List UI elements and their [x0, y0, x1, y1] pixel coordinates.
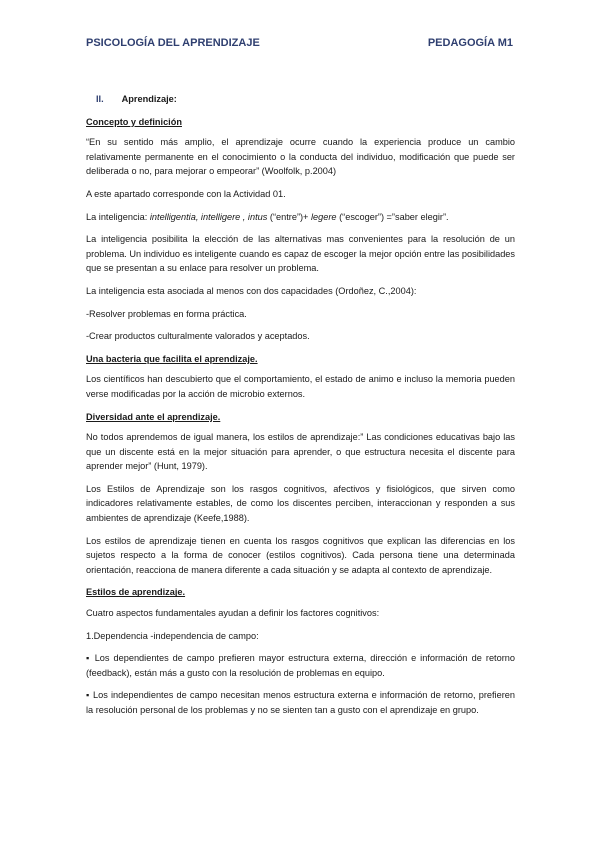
section-number: II.	[96, 94, 104, 104]
page-header	[86, 37, 513, 49]
paragraph-dependencia: 1.Dependencia -independencia de campo:	[86, 630, 259, 641]
heading-concepto: Concepto y definición	[86, 116, 182, 127]
paragraph-actividad: A este apartado corresponde con la Actividad 01.	[86, 188, 286, 199]
etimologia-latin: intelligentia, intelligere , intus	[149, 211, 268, 222]
etimologia-suffix: (“escoger”) =”saber elegir”.	[336, 211, 449, 222]
paragraph-bacteria: Los científicos han descubierto que el comportamiento, el estado de animo e incluso la memoria pueden verse modificadas por la acción de microbio externos.	[86, 374, 515, 399]
section-title-text: Aprendizaje:	[121, 94, 177, 104]
bullet-dependientes: ▪ Los dependientes de campo prefieren mayor estructura externa, dirección e información de retorno (feedback), están más a gusto con la resolución de problemas en equipo.	[86, 653, 515, 678]
heading-estilos: Estilos de aprendizaje.	[86, 587, 186, 598]
heading-bacteria: Una bacteria que facilita el aprendizaje.	[86, 353, 258, 364]
paragraph-inteligencia: La inteligencia posibilita la elección de las alternativas mas convenientes para la resolución de un problema. Un individuo es inteligente cuando es capaz de escoger la mejor opción entre las posibilidades que se presentan a su enlace para resolver un problema.	[86, 234, 516, 274]
paragraph-estilos-cognitivos: Los estilos de aprendizaje tienen en cuenta los rasgos cognitivos que explican las diferencias en los sujetos respecto a la forma de conocer (estilos cognitivos). Cada persona tiene una determinada orientación, reacciona de manera diferente a cada situación y se adapta al contexto de aprendizaje.	[86, 535, 515, 575]
paragraph-definicion: “En su sentido más amplio, el aprendizaje ocurre cuando la experiencia produce un cambio relativamente permanente en el conocimiento o la conducta del individuo, modificación que puede ser deliberada o no, para mejorar o empeorar” (Woolfolk, p.2004)	[86, 137, 515, 177]
etimologia-legere: legere	[310, 211, 337, 222]
paragraph-aspectos: Cuatro aspectos fundamentales ayudan a definir los factores cognitivos:	[86, 608, 380, 619]
etimologia-entre: (“entre”)+	[267, 211, 311, 222]
list-item-resolver: -Resolver problemas en forma práctica.	[86, 308, 247, 319]
bullet-independientes: ▪ Los independientes de campo necesitan menos estructura externa e información de retorno, prefieren la resolución personal de los problemas y no se sienten tan a gusto con el aprendizaje en grupo.	[86, 690, 515, 715]
heading-diversidad: Diversidad ante el aprendizaje.	[86, 411, 221, 422]
header-course-title: PSICOLOGÍA DEL APRENDIZAJE	[86, 37, 260, 49]
document-body	[86, 92, 515, 726]
etimologia-prefix: La inteligencia:	[86, 211, 150, 222]
header-module-label: PEDAGOGÍA M1	[427, 37, 513, 49]
paragraph-diversidad: No todos aprendemos de igual manera, los estilos de aprendizaje:” Las condiciones educativas bajo las que un discente está en la mejor situación para aprender, o que estructura necesita el discente para aprender mejor” (Hunt, 1979).	[86, 432, 515, 472]
paragraph-etimologia	[86, 210, 515, 225]
paragraph-capacidades: La inteligencia esta asociada al menos con dos capacidades (Ordoñez, C.,2004):	[86, 285, 417, 296]
section-title	[96, 92, 515, 107]
paragraph-estilos-definicion: Los Estilos de Aprendizaje son los rasgos cognitivos, afectivos y fisiológicos, que sirven como indicadores relativamente estables, de como los discentes perciben, interaccionan y responden a sus ambientes de aprendizaje (Keefe,1988).	[86, 483, 515, 524]
list-item-crear: -Crear productos culturalmente valorados y aceptados.	[86, 331, 310, 342]
